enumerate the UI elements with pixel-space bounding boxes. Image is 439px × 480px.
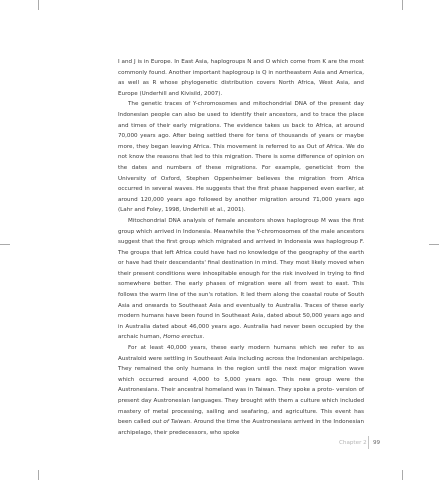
paragraph-text: For at least 40,000 years, these early modern humans which we refer to as Australoid were settling in Southeast Asia including across the Indonesian archipelago. They remained the only humans in the region until the next major migration wave which occurred around 4,000 to 5,000 years ago. This new group were the Austronesians. Their ancestral homeland was in Taiwan. They spoke a proto- version of present day Austronesian languages. They brought with them a culture which included mastery of metal processing, sailing and seafaring, and agriculture. This event has been called: [118, 345, 364, 426]
paragraph-text: . Around the time the Austronesians arrived in the Indonesian archipelago, their predecessors, who spoke: [118, 419, 365, 436]
crop-mark-top-right: [402, 0, 403, 10]
crop-mark-right: [429, 244, 439, 245]
paragraph-text: I and J is in Europe. In East Asia, haplogroups N and O which come from K are the most commonly found. Another important haplogroup is Q in northeastern Asia and America, as well as R whose phylogenetic distribution covers North Africa, West Asia, and Europe (Underhill and Kivisild, 2007).: [118, 59, 364, 97]
crop-mark-left: [0, 244, 10, 245]
crop-mark-bottom-right: [402, 470, 403, 480]
paragraph: [118, 216, 364, 343]
paragraph: [118, 57, 364, 99]
italic-term: Homo erectus: [163, 334, 203, 341]
body-text: [118, 57, 364, 438]
footer-divider: [368, 436, 369, 449]
paragraph-text: The genetic traces of Y-chromosomes and mitochondrial DNA of the present day Indonesian people can also be used to identify their ancestors, and to trace the place and times of their early migrations. The evidence takes us back to Africa, at around 70,000 years ago. After being settled there for tens of thousands of years or maybe more, they began leaving Africa. This movement is referred to as Out of Africa. We do not know the reasons that led to this migration. There is some difference of opinion on the dates and numbers of these migrations. For example, geneticist from the University of Oxford, Stephen Oppenheimer believes the migration from Africa occurred in several waves. He suggests that the first phase happened even earlier, at around 120,000 years ago followed by another migration around 71,000 years ago (Lahr and Foley, 1998, Underhill et al., 2001).: [118, 101, 364, 214]
page-number: 99: [373, 440, 381, 446]
crop-mark-top-left: [38, 0, 39, 10]
paragraph-text: .: [202, 334, 205, 341]
paragraph-text: Mitochondrial DNA analysis of female ancestors shows haplogroup M was the first group which arrived in Indonesia. Meanwhile the Y-chromosomes of the male ancestors suggest that the first group which migrated and arrived in Indonesia was haplogroup F. The groups that left Africa could have had no knowledge of the geography of the earth or have had their descendants' final destination in mind. They most likely moved when their present conditions were inhospitable enough for the risk involved in trying to find somewhere better. The early phases of migration were all from west to east. This follows the warm line of the sun's rotation. It led them along the coastal route of South Asia and onwards to Southeast Asia and eventually to Australia. Traces of these early modern humans have been found in Southeast Asia, dated about 50,000 years ago and in Australia dated about 46,000 years ago. Australia had never been occupied by the archaic human,: [118, 217, 364, 341]
paragraph: [118, 343, 364, 438]
crop-mark-bottom-left: [38, 470, 39, 480]
paragraph: [118, 99, 364, 216]
footer-chapter-label: Chapter 2: [339, 440, 367, 446]
italic-term: out of Taiwan: [152, 419, 191, 426]
